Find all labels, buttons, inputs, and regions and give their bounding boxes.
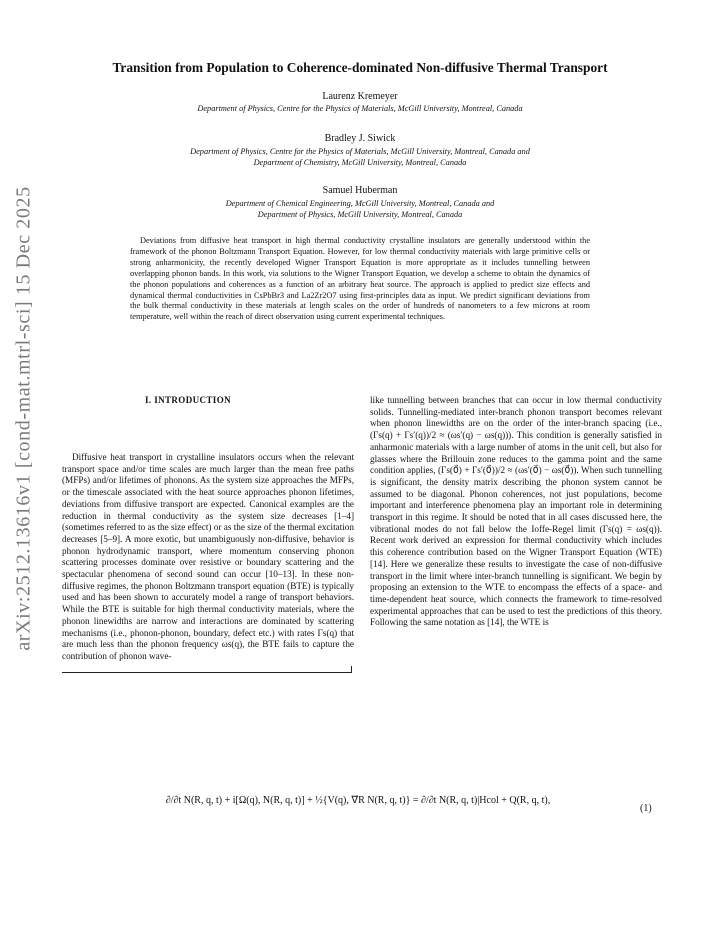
affiliation-line: Department of Physics, McGill University, Montreal, Canada [257,210,463,219]
paper-title: Transition from Population to Coherence-dominated Non-diffusive Thermal Transport [112,60,608,75]
author-name: Samuel Huberman [322,185,398,196]
equation: ∂/∂t N(R, q, t) + i[Ω(q), N(R, q, t)] + ½{V(q), ∇⃗R N(R, q, t)} = ∂/∂t N(R, q, t)|Hcol + Q(R, q, t), [165,795,551,806]
author-affiliation [90,198,630,220]
author-affiliation [90,103,630,114]
column-rule [62,672,352,673]
author-name: Laurenz Kremeyer [322,91,398,102]
abstract-text: Deviations from diffusive heat transport in high thermal conductivity crystalline insulators are generally understood within the framework of the phonon Boltzmann Transport Equation. However, for low thermal conductivity materials with large primitive cells or strong anharmonicity, the recently developed Wigner Transport Equation is more appropriate as it includes tunnelling between overlapping phonon bands. In this work, via solutions to the Wigner Transport Equation, we develop a scheme to obtain the dynamics of the phonon populations and coherences as a function of an arbitrary heat source. The approach is applied to predict size effects and dynamical thermal conductivities in CsPbBr3 and La2Zr2O7 using first-principles data as input. We predict significant deviations from the bulk thermal conductivity in these materials at length scales on the order of hundreds of nanometers to a few microns at room temperature, well within the reach of direct observation using current experimental techniques. [130,236,590,322]
affiliation-line: Department of Physics, Centre for the Physics of Materials, McGill University, Montreal, Canada [197,104,523,113]
arxiv-identifier: arXiv:2512.13616v1 [cond-mat.mtrl-sci] 15 Dec 2025 [12,185,35,651]
section-heading: I. INTRODUCTION [145,395,232,405]
arxiv-sidebar-stamp [2,158,46,678]
author-affiliation [90,146,630,168]
author-name: Bradley J. Siwick [324,133,396,144]
right-column-text: like tunnelling between branches that can occur in low thermal conductivity solids. Tunnelling-mediated inter-branch phonon transport becomes relevant when phonon linewidths are on the order of the inter-branch spacing (i.e., (Γs(q) + Γs′(q))/2 ≈ (ωs′(q) − ωs(q))). This condition is generally satisfied in anharmonic materials with a large number of atoms in the unit cell, but also for glasses where the Brillouin zone reduces to the gamma point and the same condition applies, (Γs(0⃗) + Γs′(0⃗))/2 ≈ (ωs′(0⃗) − ωs(0⃗)). When such tunnelling is significant, the density matrix describing the phonon system cannot be assumed to be diagonal. Phonon coherences, not just populations, become important and interference phenomena play an important role in determining transport in this regime. It should be noted that in all cases discussed here, the vibrational modes do not fall below the Ioffe-Regel limit (Γs(q) = ωs(q)). Recent work derived an expression for thermal conductivity which includes this coherence contribution based on the Wigner Transport Equation (WTE) [14]. Here we generalize these results to investigate the case of non-diffusive transport in the limit where inter-branch tunnelling is significant. We begin by proposing an extension to the WTE to encompass the effects of a space- and time-dependent heat source, which connects the framework to time-resolved experimental approaches that can be used to test the predictions of this theory. Following the same notation as [14], the WTE is [370,395,662,628]
affiliation-line: Department of Chemistry, McGill University, Montreal, Canada [253,158,467,167]
affiliation-line: Department of Chemical Engineering, McGill University, Montreal, Canada and [225,199,495,208]
affiliation-line: Department of Physics, Centre for the Physics of Materials, McGill University, Montreal, Canada and [190,147,530,156]
column-rule-tick [351,666,352,672]
equation-number: (1) [640,803,652,814]
left-column-text: Diffusive heat transport in crystalline insulators occurs when the relevant transport space and/or time scales are much larger than the mean free paths (MFPs) and/or lifetimes of phonons. As the system size approaches the MFPs, or the timescale associated with the heat source approaches phonon lifetimes, deviations from diffusive transport are expected. Canonical examples are the reduction in thermal conductivity as the system size decreases [1–4] (sometimes referred to as the size effect) or as the size of the thermal excitation decreases [5–9]. A more exotic, but unambiguously non-diffusive, behavior is phonon hydrodynamic transport, where momentum conserving phonon scattering processes dominate over resistive or boundary scattering and the spectacular phenomena of second sound can occur [10–13]. In these non-diffusive regimes, the phonon Boltzmann transport equation (BTE) is typically used and has been shown to accurately model a range of transport behaviors. While the BTE is suitable for high thermal conductivity materials, where the phonon linewidths are narrow and interactions are dominated by scattering mechanisms (i.e., phonon-phonon, boundary, defect etc.) with rates Γs(q) that are much less than the phonon frequency ωs(q), the BTE fails to capture the contribution of phonon wave- [62,452,354,661]
